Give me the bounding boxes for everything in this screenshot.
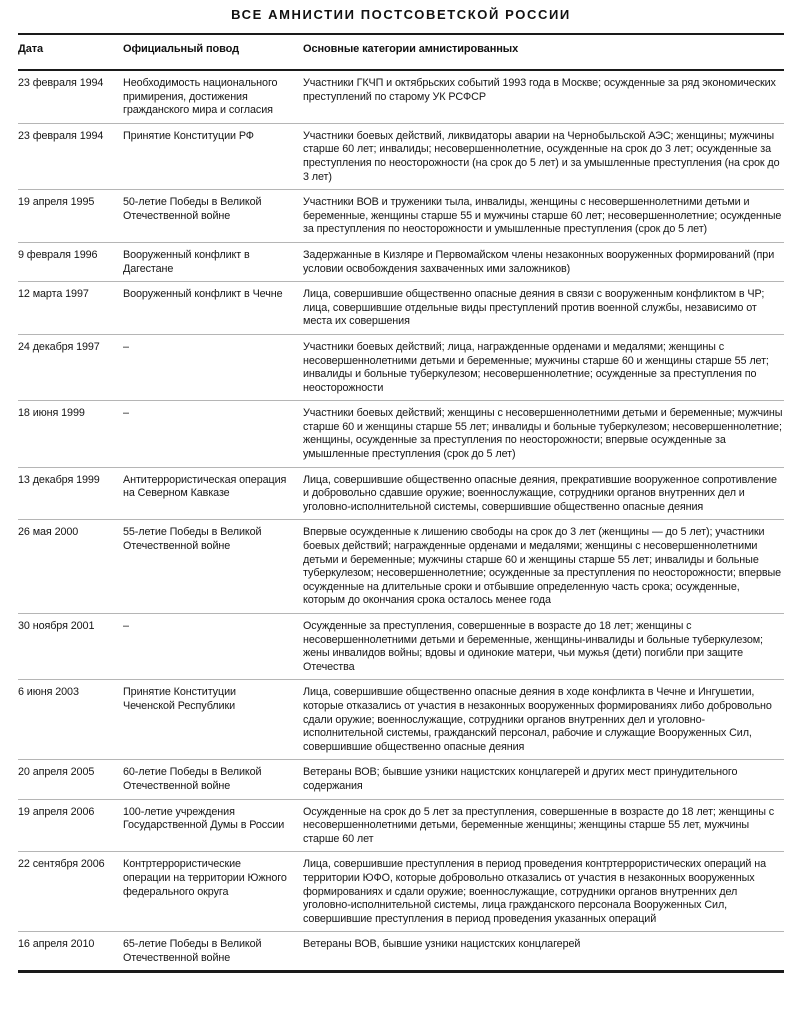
table-row [18, 520, 784, 614]
reason-cell: 55-летие Победы в Великой Отечественной войне [123, 520, 303, 614]
categories-cell: Ветераны ВОВ; бывшие узники нацистских концлагерей и других мест принудительного содержания [303, 760, 784, 799]
categories-cell: Участники боевых действий; лица, награжденные орденами и медалями; женщины с несовершеннолетними детьми и беременные; мужчины старше 60 и женщины старше 55 лет; инвалиды и больные туберкулезом; несовершеннолетние; осужденные за преступления по неосторожности [303, 334, 784, 400]
categories-cell: Участники ГКЧП и октябрьских событий 1993 года в Москве; осужденные за ряд экономических преступлений по старому УК РСФСР [303, 70, 784, 123]
date-cell: 26 мая 2000 [18, 520, 123, 614]
column-header-date: Дата [18, 34, 123, 70]
categories-cell: Осужденные на срок до 5 лет за преступления, совершенные в возрасте до 18 лет; женщины с несовершеннолетними детьми, беременные женщины; женщины старше 55 лет, мужчины старше 60 лет [303, 799, 784, 852]
table-row [18, 799, 784, 852]
categories-cell: Лица, совершившие общественно опасные деяния, прекратившие вооруженное сопротивление и добровольно сдавшие оружие; военнослужащие, сотрудники органов внутренних дел и уголовно-исполнительной системы, совершившие общественно опасные деяния [303, 467, 784, 520]
date-cell: 23 февраля 1994 [18, 123, 123, 189]
column-header-reason: Официальный повод [123, 34, 303, 70]
date-cell: 22 сентября 2006 [18, 852, 123, 932]
table-row [18, 680, 784, 760]
reason-cell: Необходимость национального примирения, достижения гражданского мира и согласия [123, 70, 303, 123]
date-cell: 19 апреля 2006 [18, 799, 123, 852]
date-cell: 6 июня 2003 [18, 680, 123, 760]
categories-cell: Участники боевых действий, ликвидаторы аварии на Чернобыльской АЭС; женщины; мужчины старше 60 лет; инвалиды; несовершеннолетние, осужденные на срок до 3 лет; осужденные за преступления по неосторожности (на срок до 5 лет) и за умышленные преступления (на срок до 3 лет) [303, 123, 784, 189]
table-row [18, 760, 784, 799]
table-row [18, 242, 784, 281]
reason-cell: – [123, 614, 303, 680]
date-cell: 20 апреля 2005 [18, 760, 123, 799]
table-row [18, 932, 784, 972]
table-row [18, 852, 784, 932]
date-cell: 12 марта 1997 [18, 282, 123, 335]
table-row [18, 70, 784, 123]
table-row [18, 190, 784, 243]
categories-cell: Осужденные за преступления, совершенные в возрасте до 18 лет; женщины с несовершеннолетними детьми и беременные, женщины-инвалиды и больные туберкулезом; жены инвалидов войны; вдовы и одинокие матери, чьи мужья (дети) погибли при защите Отечества [303, 614, 784, 680]
categories-cell: Ветераны ВОВ, бывшие узники нацистских концлагерей [303, 932, 784, 972]
categories-cell: Задержанные в Кизляре и Первомайском члены незаконных вооруженных формирований (при условии освобождения захваченных ими заложников) [303, 242, 784, 281]
categories-cell: Лица, совершившие общественно опасные деяния в связи с вооруженным конфликтом в ЧР; лица, совершившие отдельные виды преступлений против военной службы, независимо от места их совершения [303, 282, 784, 335]
reason-cell: Вооруженный конфликт в Чечне [123, 282, 303, 335]
date-cell: 9 февраля 1996 [18, 242, 123, 281]
reason-cell: Контртеррористические операции на территории Южного федерального округа [123, 852, 303, 932]
reason-cell: Вооруженный конфликт в Дагестане [123, 242, 303, 281]
categories-cell: Впервые осужденные к лишению свободы на срок до 3 лет (женщины — до 5 лет); участники боевых действий; награжденные орденами и медалями; женщины с несовершеннолетними детьми и беременные; мужчины старше 60 и женщины старше 55 лет; инвалиды и больные туберкулезом; несовершеннолетние; осужденные за преступления по неосторожности; впервые осужденные на длительные сроки и отбывшие определенную часть срока; осужденные, которым до окончания срока осталось менее года [303, 520, 784, 614]
table-row [18, 401, 784, 467]
reason-cell: Антитеррористическая операция на Северном Кавказе [123, 467, 303, 520]
table-header-row [18, 34, 784, 70]
date-cell: 24 декабря 1997 [18, 334, 123, 400]
reason-cell: 65-летие Победы в Великой Отечественной войне [123, 932, 303, 972]
date-cell: 23 февраля 1994 [18, 70, 123, 123]
date-cell: 30 ноября 2001 [18, 614, 123, 680]
table-row [18, 282, 784, 335]
date-cell: 16 апреля 2010 [18, 932, 123, 972]
column-header-categories: Основные категории амнистированных [303, 34, 784, 70]
categories-cell: Участники боевых действий; женщины с несовершеннолетними детьми и беременные; мужчины старше 60 и женщины старше 55 лет; инвалиды и больные туберкулезом; несовершеннолетние; женщины, осужденные за преступления по неосторожности; впервые осужденные за умышленные преступления (срок до 5 лет) [303, 401, 784, 467]
page-title: ВСЕ АМНИСТИИ ПОСТСОВЕТСКОЙ РОССИИ [231, 7, 571, 22]
reason-cell: – [123, 401, 303, 467]
reason-cell: 50-летие Победы в Великой Отечественной войне [123, 190, 303, 243]
categories-cell: Лица, совершившие преступления в период проведения контртеррористических операций на территории ЮФО, которые добровольно отказались от участия в незаконных вооруженных формированиях и сдали оружие; военнослужащие, сотрудники органов внутренних дел уголовно-исполнительной системы, лица гражданского персонала Вооруженных Сил, совершившие преступления в период проведения указанных операций [303, 852, 784, 932]
amnesty-table [18, 33, 784, 973]
reason-cell: – [123, 334, 303, 400]
table-row [18, 123, 784, 189]
table-row [18, 614, 784, 680]
reason-cell: Принятие Конституции Чеченской Республики [123, 680, 303, 760]
reason-cell: 60-летие Победы в Великой Отечественной войне [123, 760, 303, 799]
date-cell: 19 апреля 1995 [18, 190, 123, 243]
table-row [18, 467, 784, 520]
date-cell: 13 декабря 1999 [18, 467, 123, 520]
categories-cell: Лица, совершившие общественно опасные деяния в ходе конфликта в Чечне и Ингушетии, которые отказались от участия в незаконных вооруженных формированиях либо добровольно сдали оружие; военнослужащие, сотрудники органов внутренних дел и уголовно-исполнительной системы, гражданский персонал, рабочие и служащие Вооруженных Сил, совершившие общественно опасные деяния [303, 680, 784, 760]
date-cell: 18 июня 1999 [18, 401, 123, 467]
reason-cell: Принятие Конституции РФ [123, 123, 303, 189]
reason-cell: 100-летие учреждения Государственной Думы в России [123, 799, 303, 852]
table-row [18, 334, 784, 400]
categories-cell: Участники ВОВ и труженики тыла, инвалиды, женщины с несовершеннолетними детьми и беременные, женщины старше 55 и мужчины старше 60 лет; несовершеннолетние; осужденные за преступления по неосторожности и умышленные преступления (срок до 5 лет) [303, 190, 784, 243]
